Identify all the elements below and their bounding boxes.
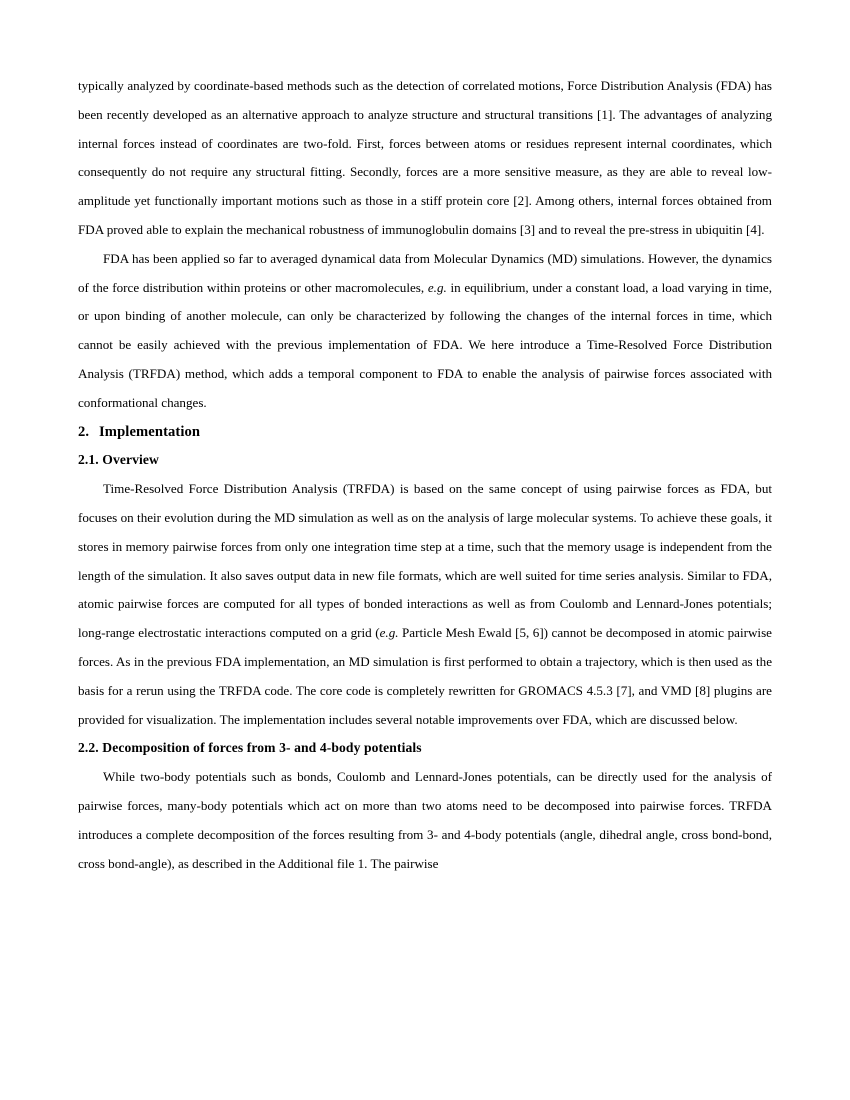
paragraph-text-segment: Time-Resolved Force Distribution Analysis (TRFDA) is based on the same concept of using pairwise forces as FDA, but focuses on their evolution during the MD simulation as well as on the analysis of large molecular systems. To achieve these goals, it stores in memory pairwise forces from only one integration time step at a time, such that the memory usage is independent from the length of the simulation. It also saves output data in new file formats, which are well suited for time series analysis. Similar to FDA, atomic pairwise forces are computed for all types of bonded interactions as well as from Coulomb and Lennard-Jones potentials; long-range electrostatic interactions computed on a grid ( (78, 481, 772, 641)
subsection-title: Decomposition of forces from 3- and 4-body potentials (102, 740, 422, 756)
paragraph-intro-continued: typically analyzed by coordinate-based methods such as the detection of correlated motions, Force Distribution Analysis (FDA) has been recently developed as an alternative approach to analyze structure and structural transitions [1]. The advantages of analyzing internal forces instead of coordinates are two-fold. First, forces between atoms or residues represent internal coordinates, which consequently do not require any structural fitting. Secondly, forces are a more sensitive measure, as they are able to reveal low-amplitude yet functionally important motions such as those in a stiff protein core [2]. Among others, internal forces obtained from FDA proved able to explain the mechanical robustness of immunoglobulin domains [3] and to reveal the pre-stress in ubiquitin [4]. (78, 78, 772, 237)
page-content-column (78, 72, 772, 878)
paragraph-text-segment: FDA has been applied so far to averaged dynamical data from Molecular Dynamics (MD) simulations. However, the dynamics of the force distribution within proteins or other macromolecules, (78, 250, 772, 295)
section-number: 2. (78, 423, 90, 440)
subsection-title: Overview (102, 452, 159, 468)
paragraph-many-body-decomposition: While two-body potentials such as bonds, Coulomb and Lennard-Jones potentials, can be directly used for the analysis of pairwise forces, many-body potentials which act on more than two atoms need to be decomposed into pairwise forces. TRFDA introduces a complete decomposition of the forces resulting from 3- and 4-body potentials (angle, dihedral angle, cross bond-bond, cross bond-angle), as described in the Additional file 1. The pairwise (78, 769, 772, 871)
italic-eg-first: e.g. (427, 279, 447, 295)
paragraph-fda-applied (78, 245, 772, 418)
subsection-number: 2.2. (78, 740, 99, 756)
paragraph-trfda-overview (78, 475, 772, 734)
section-heading-implementation (78, 418, 772, 447)
subsection-heading-overview (78, 446, 772, 475)
paragraph-text-segment: Particle Mesh Ewald [5, 6]) cannot be decomposed in atomic pairwise forces. As in the previous FDA implementation, an MD simulation is first performed to obtain a trajectory, which is then used as the basis for a rerun using the TRFDA code. The core code is completely rewritten for GROMACS 4.5.3 [7], and VMD [8] plugins are provided for visualization. The implementation includes several notable improvements over FDA, which are discussed below. (78, 625, 772, 727)
section-title: Implementation (99, 423, 201, 440)
italic-eg-second: e.g. (379, 625, 399, 641)
paragraph-text-segment: in equilibrium, under a constant load, a load varying in time, or upon binding of another molecule, can only be characterized by following the changes of the internal forces in time, which cannot be easily achieved with the previous implementation of FDA. We here introduce a Time-Resolved Force Distribution Analysis (TRFDA) method, which adds a temporal component to FDA to enable the analysis of pairwise forces associated with conformational changes. (78, 279, 772, 410)
subsection-number: 2.1. (78, 452, 99, 468)
subsection-heading-decomposition (78, 734, 772, 763)
